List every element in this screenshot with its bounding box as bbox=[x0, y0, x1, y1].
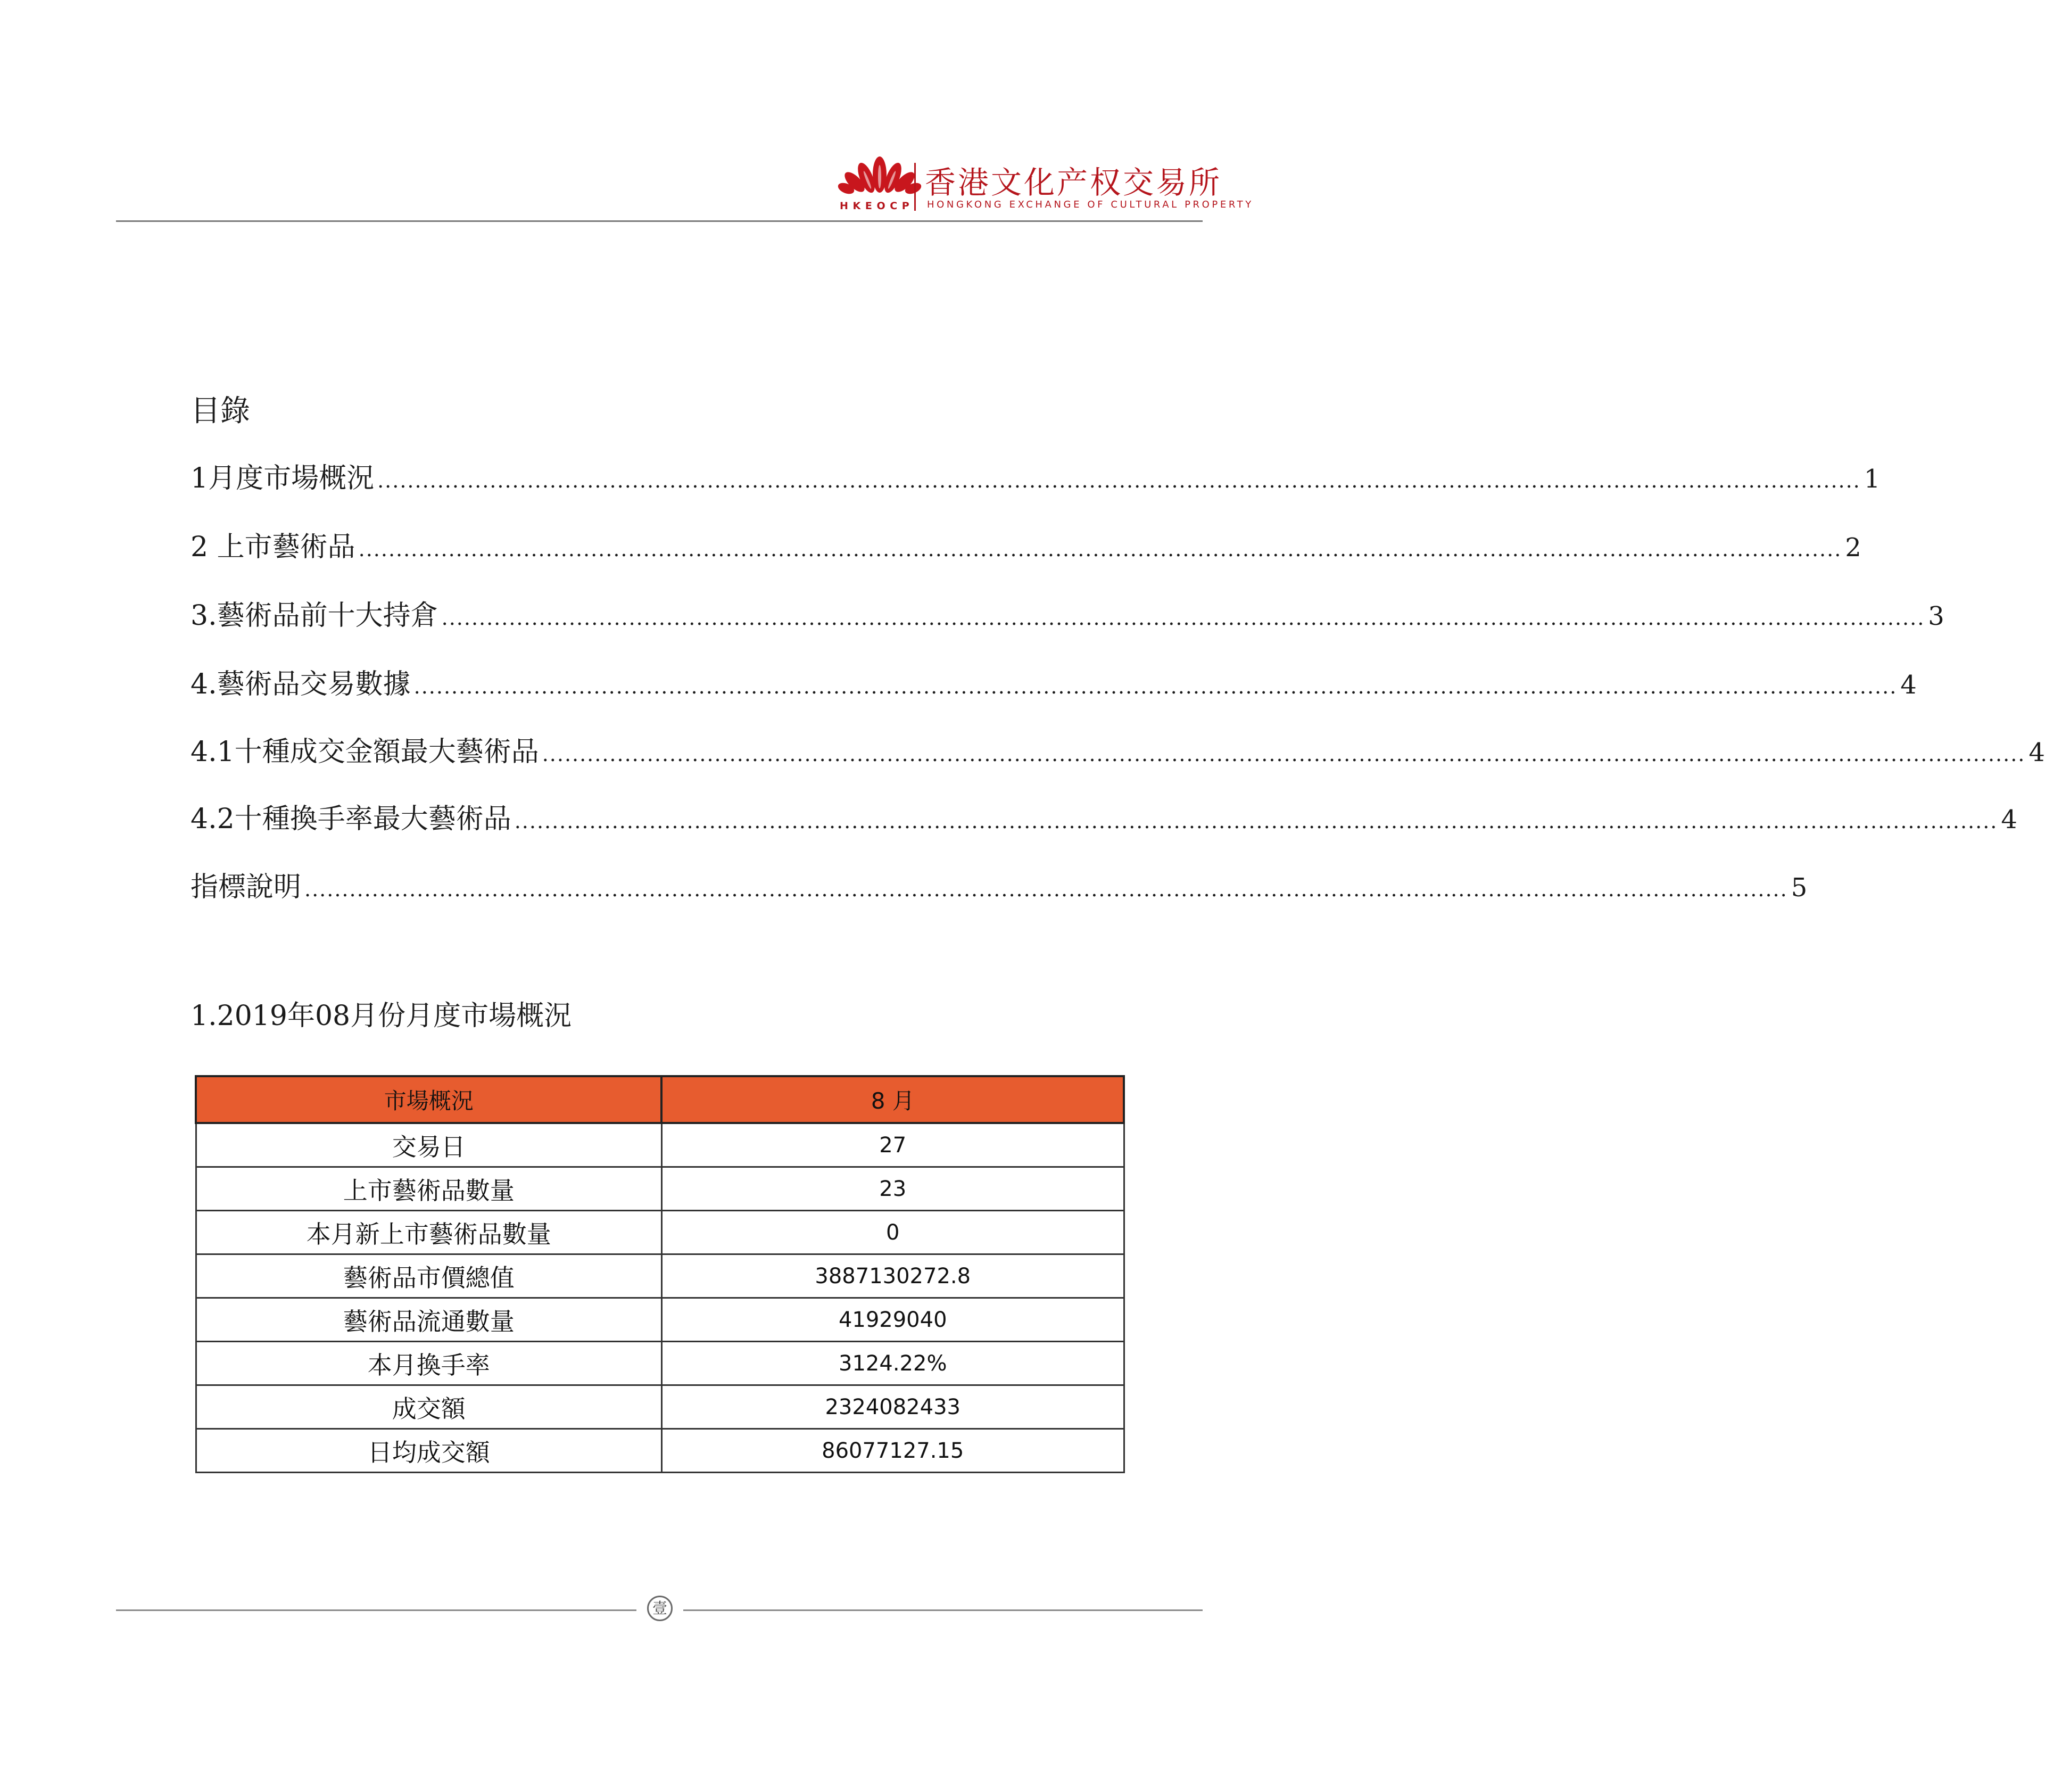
toc-entry-label: 1月度市場概況 bbox=[191, 463, 375, 494]
toc-leader-dots: ...................................................................................................................................................................................................... bbox=[377, 469, 1861, 492]
metric-value: 86077127.15 bbox=[661, 1429, 1124, 1473]
footer-divider-left bbox=[116, 1609, 636, 1611]
table-row bbox=[196, 1385, 1124, 1429]
metric-label: 藝術品市價總值 bbox=[196, 1254, 661, 1298]
metric-value: 2324082433 bbox=[661, 1385, 1124, 1429]
toc-page-number: 4 bbox=[2029, 738, 2045, 767]
toc-leader-dots: ...................................................................................................................................................................................................... bbox=[542, 742, 2026, 766]
toc-entry-label: 4.藝術品交易數據 bbox=[191, 668, 411, 700]
table-row bbox=[196, 1254, 1124, 1298]
toc-page-number: 1 bbox=[1864, 464, 1881, 494]
logo-divider bbox=[914, 163, 916, 211]
section-title: 1.2019年08月份月度市場概況 bbox=[191, 1000, 572, 1032]
page-number-seal: 壹 bbox=[647, 1596, 673, 1621]
metric-value: 3887130272.8 bbox=[661, 1254, 1124, 1298]
metric-label: 藝術品流通數量 bbox=[196, 1298, 661, 1342]
toc-entry-trading-data[interactable] bbox=[191, 662, 1917, 704]
toc-page-number: 5 bbox=[1791, 873, 1808, 903]
table-header-cell: 8 月 bbox=[661, 1076, 1124, 1123]
toc-entry-label: 指標說明 bbox=[191, 871, 302, 903]
org-name-english: HONGKONG EXCHANGE OF CULTURAL PROPERTY bbox=[927, 199, 1254, 210]
table-header-cell: 市場概況 bbox=[196, 1076, 661, 1123]
table-row bbox=[196, 1211, 1124, 1254]
metric-label: 交易日 bbox=[196, 1123, 661, 1167]
toc-entry-label: 4.2十種換手率最大藝術品 bbox=[191, 803, 511, 835]
metric-label: 本月換手率 bbox=[196, 1342, 661, 1385]
table-row bbox=[196, 1429, 1124, 1473]
toc-entry-label: 4.1十種成交金額最大藝術品 bbox=[191, 736, 539, 768]
metric-label: 上市藝術品數量 bbox=[196, 1167, 661, 1211]
footer-divider-right bbox=[683, 1609, 1203, 1611]
toc-entry-top-holdings[interactable] bbox=[191, 593, 1944, 635]
toc-entry-top-turnover-rate[interactable] bbox=[191, 796, 2017, 839]
market-overview-table bbox=[195, 1075, 1125, 1473]
toc-title: 目錄 bbox=[191, 394, 250, 428]
metric-label: 本月新上市藝術品數量 bbox=[196, 1211, 661, 1254]
toc-entry-listed-artworks[interactable] bbox=[191, 524, 1861, 567]
metric-value: 27 bbox=[661, 1123, 1124, 1167]
toc-leader-dots: ...................................................................................................................................................................................................... bbox=[358, 538, 1842, 561]
toc-entry-label: 3.藝術品前十大持倉 bbox=[191, 600, 438, 632]
metric-value: 0 bbox=[661, 1211, 1124, 1254]
metric-value: 41929040 bbox=[661, 1298, 1124, 1342]
toc-leader-dots: ...................................................................................................................................................................................................... bbox=[413, 675, 1898, 698]
toc-page-number: 4 bbox=[1900, 670, 1917, 700]
table-row bbox=[196, 1167, 1124, 1211]
toc-entry-label: 2 上市藝術品 bbox=[191, 531, 355, 563]
table-row bbox=[196, 1342, 1124, 1385]
lotus-logo-icon bbox=[840, 153, 920, 196]
org-name-chinese: 香港文化产权交易所 bbox=[925, 164, 1222, 201]
metric-label: 成交額 bbox=[196, 1385, 661, 1429]
table-header-row bbox=[196, 1076, 1124, 1123]
metric-label: 日均成交額 bbox=[196, 1429, 661, 1473]
toc-entry-indicator-notes[interactable] bbox=[191, 864, 1808, 907]
metric-value: 3124.22% bbox=[661, 1342, 1124, 1385]
toc-leader-dots: ...................................................................................................................................................................................................... bbox=[441, 606, 1925, 630]
logo-abbreviation: H K E O C P bbox=[840, 200, 910, 212]
toc-leader-dots: ...................................................................................................................................................................................................... bbox=[304, 878, 1788, 901]
toc-page-number: 2 bbox=[1845, 533, 1861, 563]
toc-entry-monthly-overview[interactable] bbox=[191, 456, 1881, 498]
table-row bbox=[196, 1123, 1124, 1167]
metric-value: 23 bbox=[661, 1167, 1124, 1211]
toc-page-number: 4 bbox=[2001, 805, 2017, 835]
table-row bbox=[196, 1298, 1124, 1342]
header-divider bbox=[116, 220, 1203, 222]
toc-leader-dots: ...................................................................................................................................................................................................... bbox=[514, 810, 1998, 833]
toc-entry-top-turnover-amount[interactable] bbox=[191, 729, 2045, 772]
page-header bbox=[0, 0, 1320, 224]
toc-page-number: 3 bbox=[1928, 601, 1944, 631]
